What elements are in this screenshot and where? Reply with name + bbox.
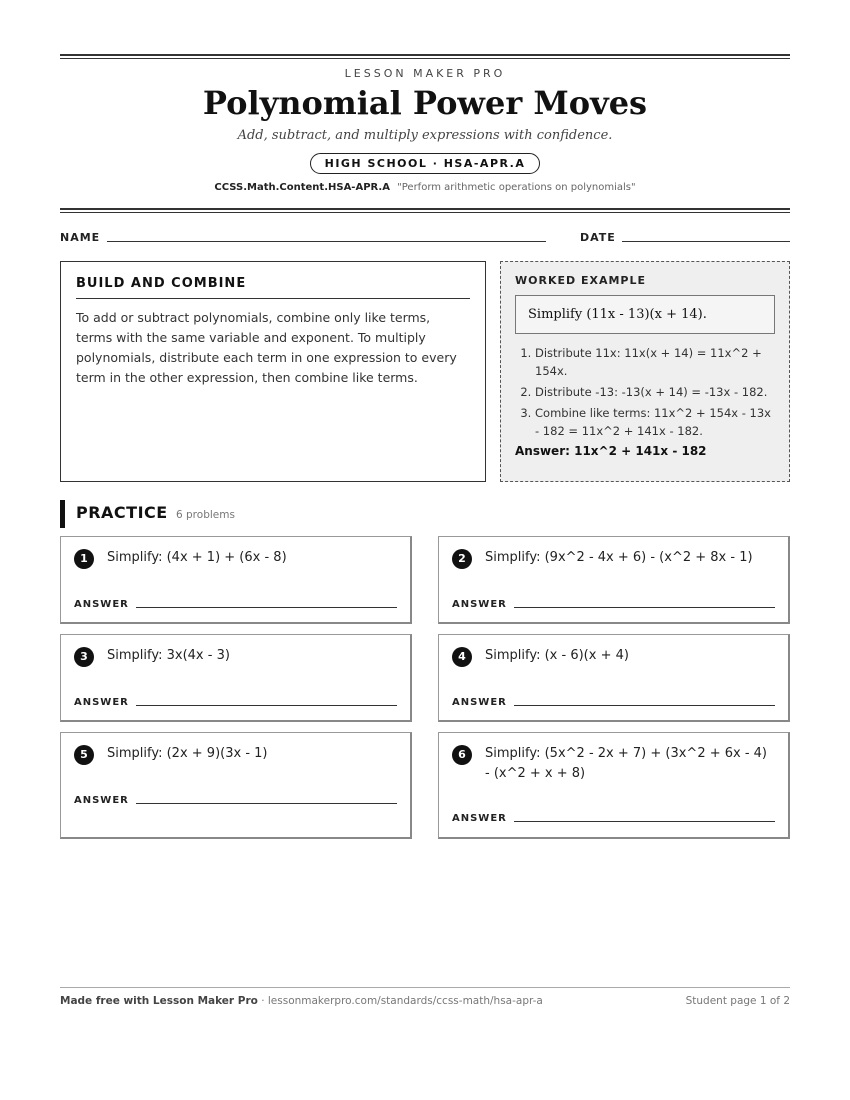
answer-label: ANSWER [74,599,129,610]
problem-number-badge: 4 [452,647,472,667]
practice-accent-bar [60,500,65,528]
answer-label: ANSWER [74,795,129,806]
footer-rule [60,987,790,988]
build-body: To add or subtract polynomials, combine only like terms, terms with the same variable and exponent. To multiply polynomials, distribute each term in one expression to every term in the other expression, then combine like terms. [76,310,457,385]
problem-number-badge: 2 [452,549,472,569]
header-bottom-rule [60,208,790,213]
standard-code: CCSS.Math.Content.HSA-APR.A [214,182,390,193]
header-top-rule [60,54,790,59]
grade-standard-badge: HIGH SCHOOL · HSA-APR.A [310,153,541,174]
page-subtitle: Add, subtract, and multiply expressions with confidence. [237,128,613,143]
standard-description: "Perform arithmetic operations on polynomials" [397,182,636,193]
problem-card-5 [60,732,412,839]
problem-number-badge: 1 [74,549,94,569]
problem-number-badge: 3 [74,647,94,667]
problem-text: Simplify: (5x^2 - 2x + 7) + (3x^2 + 6x - 4) - (x^2 + x + 8) [485,746,768,781]
answer-label: ANSWER [452,599,507,610]
page-title: Polynomial Power Moves [202,84,648,122]
footer-made-with: Made free with Lesson Maker Pro [60,995,258,1007]
worked-example-title: WORKED EXAMPLE [515,274,646,287]
standard-line [60,182,790,193]
badge-wrap [60,152,790,174]
answer-field-5[interactable] [136,803,397,804]
problem-number-badge: 6 [452,745,472,765]
answer-label: ANSWER [452,813,507,824]
problem-card-2 [438,536,790,624]
problem-text: Simplify: 3x(4x - 3) [107,648,230,663]
date-field[interactable] [622,241,790,242]
name-label: NAME [60,231,101,244]
worked-example-steps [515,344,775,440]
problem-card-3 [60,634,412,722]
answer-label: ANSWER [74,697,129,708]
problem-text: Simplify: (4x + 1) + (6x - 8) [107,550,287,565]
brand-name: LESSON MAKER PRO [344,67,506,80]
answer-field-2[interactable] [514,607,775,608]
problem-number-badge: 5 [74,745,94,765]
answer-field-4[interactable] [514,705,775,706]
footer-page-number: Student page 1 of 2 [685,995,790,1007]
build-and-combine-box [60,261,486,482]
worked-example-problem: Simplify (11x - 13)(x + 14). [515,295,775,334]
build-title: BUILD AND COMBINE [76,276,470,299]
answer-label: ANSWER [452,697,507,708]
practice-title: PRACTICE [76,503,168,522]
answer-field-6[interactable] [514,821,775,822]
date-label: DATE [580,231,616,244]
problem-text: Simplify: (2x + 9)(3x - 1) [107,746,268,761]
problem-card-1 [60,536,412,624]
worked-step: 1. Distribute 11x: 11x(x + 14) = 11x^2 + 154x. [535,344,775,380]
worked-example-answer: Answer: 11x^2 + 141x - 182 [515,444,707,458]
worked-step: 3. Combine like terms: 11x^2 + 154x - 13x - 182 = 11x^2 + 141x - 182. [535,404,775,440]
problem-card-4 [438,634,790,722]
practice-count: 6 problems [176,509,235,521]
footer-url[interactable]: · lessonmakerpro.com/standards/ccss-math/hsa-apr-a [257,995,543,1007]
footer-credit [60,995,543,1007]
worksheet-page [60,0,790,1100]
problem-text: Simplify: (9x^2 - 4x + 6) - (x^2 + 8x - 1) [485,550,753,565]
worked-example-box [500,261,790,482]
answer-field-1[interactable] [136,607,397,608]
answer-field-3[interactable] [136,705,397,706]
name-field[interactable] [107,241,546,242]
worked-step: 2. Distribute -13: -13(x + 14) = -13x - 182. [535,383,775,401]
problem-card-6 [438,732,790,839]
problem-text: Simplify: (x - 6)(x + 4) [485,648,629,663]
